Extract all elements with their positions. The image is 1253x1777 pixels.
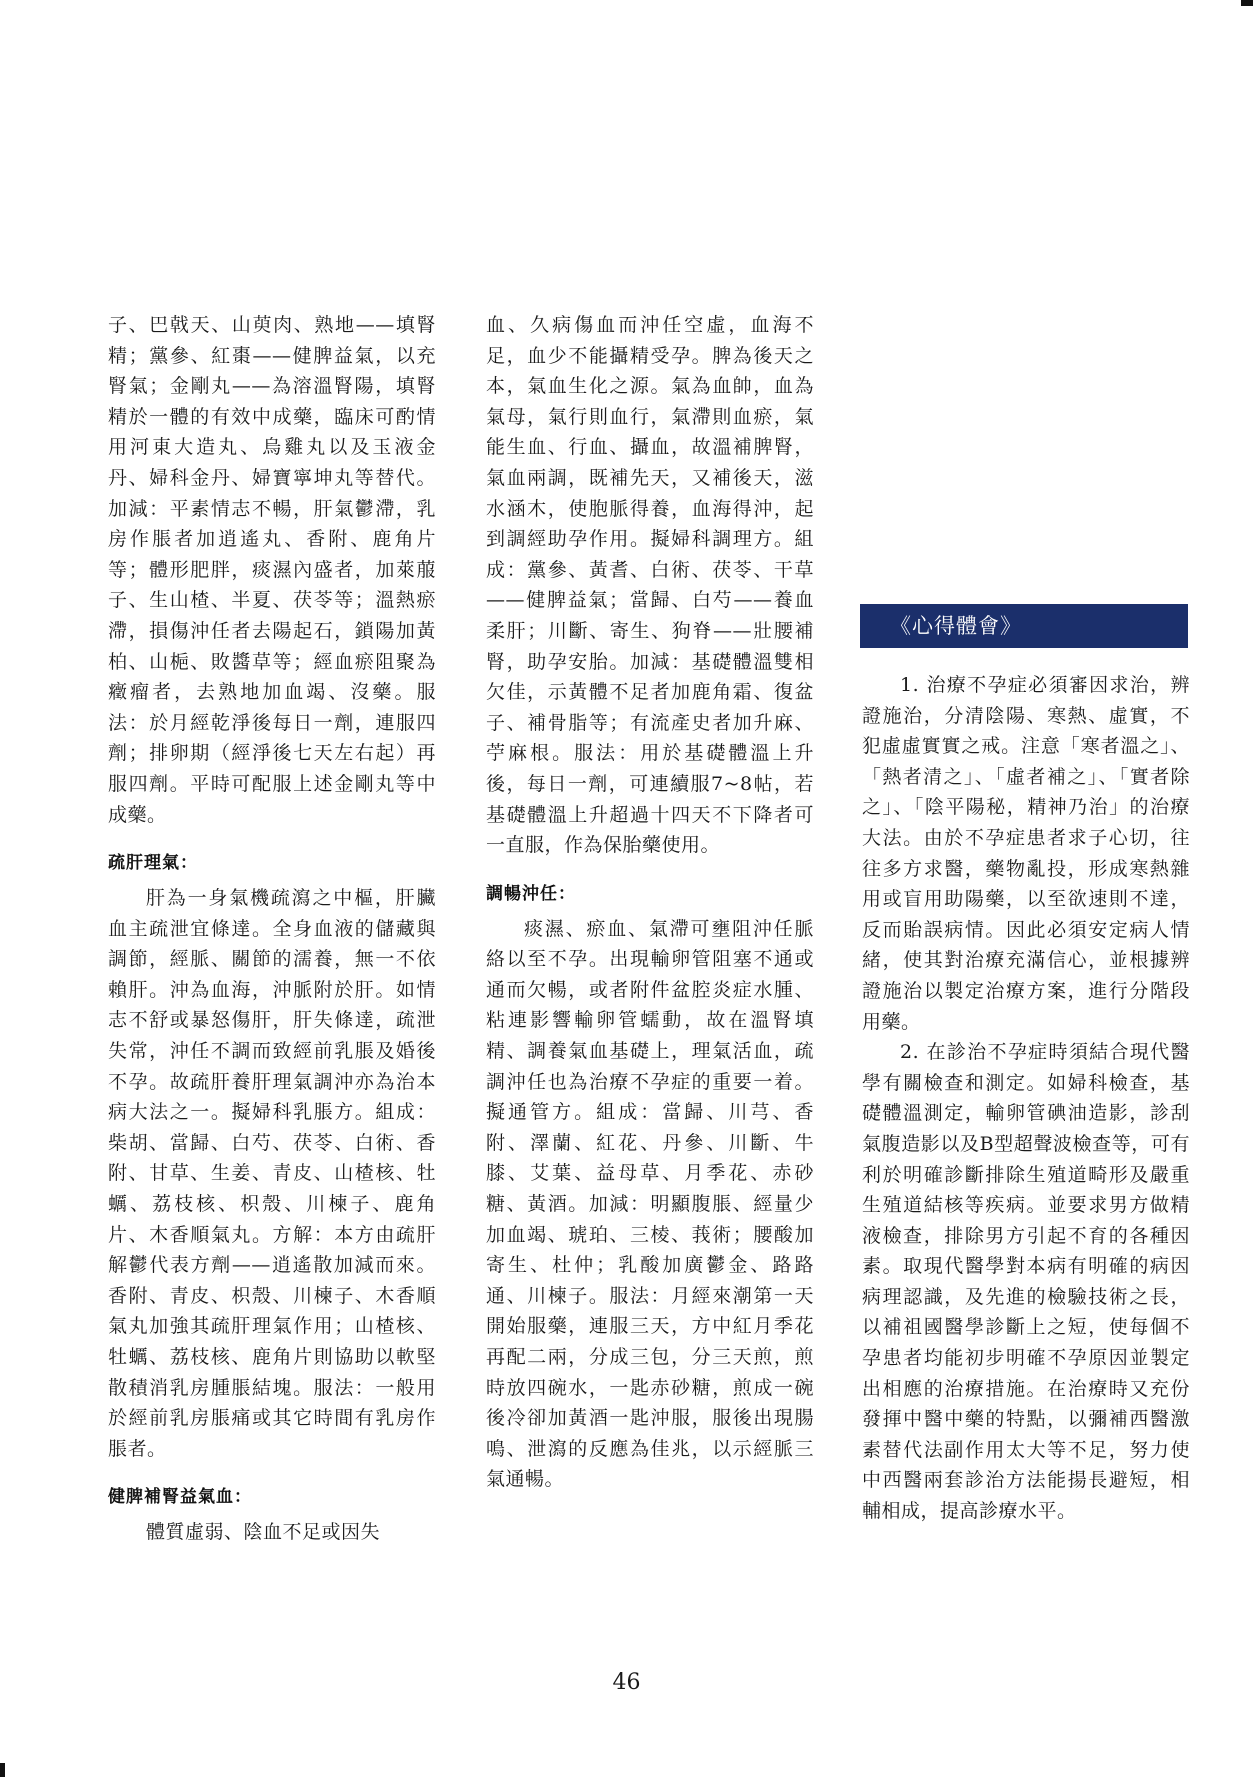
- bottom-left-crop-mark: [0, 1763, 5, 1777]
- column-3: [862, 670, 1190, 1527]
- column-1: [108, 310, 436, 1548]
- column1-paragraph-1: 子、巴戟天、山萸肉、熟地——填腎精；黨參、紅棗——健脾益氣，以充腎氣；金剛丸——為溶溫腎陽，填腎精於一體的有效中成藥，臨床可酌情用河東大造丸、烏雞丸以及玉液金丹、婦科金丹、婦寶寧坤丸等替代。加減：平素情志不暢，肝氣鬱滯，乳房作脹者加逍遙丸、香附、鹿角片等；體形肥胖，痰濕內盛者，加萊菔子、生山楂、半夏、茯苓等；溫熱瘀滯，損傷沖任者去陽起石，鎖陽加黃柏、山梔、敗醬草等；經血瘀阻聚為癥瘤者，去熟地加血竭、沒藥。服法：於月經乾淨後每日一劑，連服四劑；排卵期（經淨後七天左右起）再服四劑。平時可配服上述金剛丸等中成藥。: [108, 314, 436, 826]
- column1-paragraph-3: 體質虛弱、陰血不足或因失: [146, 1521, 381, 1544]
- column2-paragraph-1: 血、久病傷血而沖任空虛，血海不足，血少不能攝精受孕。脾為後天之本，氣血生化之源。氣為血帥，血為氣母，氣行則血行，氣滯則血瘀，氣能生血、行血、攝血，故溫補脾腎，氣血兩調，既補先天，又補後天，滋水涵木，使胞脈得養，血海得沖，起到調經助孕作用。擬婦科調理方。組成：黨參、黃耆、白術、茯苓、干草——健脾益氣；當歸、白芍——養血柔肝；川斷、寄生、狗脊——壯腰補腎，助孕安胎。加減：基礎體溫雙相欠佳，示黃體不足者加鹿角霜、復盆子、補骨脂等；有流產史者加升麻、苧麻根。服法：用於基礎體溫上升後，每日一劑，可連續服7~8帖，若基礎體溫上升超過十四天不下降者可一直服，作為保胎藥使用。: [486, 314, 814, 857]
- column3-paragraph-1: 1. 治療不孕症必須審因求治，辨證施治，分清陰陽、寒熱、虛實，不犯虛虛實實之戒。注意「寒者溫之」、「熱者清之」、「虛者補之」、「實者除之」、「陰平陽秘，精神乃治」的治療大法。由於不孕症患者求子心切，往往多方求醫，藥物亂投，形成寒熱雜用或盲用助陽藥，以至欲速則不達，反而貽誤病情。因此必須安定病人情緒，使其對治療充滿信心，並根據辨證施治以製定治療方案，進行分階段用藥。: [862, 674, 1190, 1033]
- heading-jianpi-bushen: 健脾補腎益氣血：: [108, 1487, 252, 1508]
- column2-paragraph-2: 痰濕、瘀血、氣滯可壅阻沖任脈絡以至不孕。出現輸卵管阻塞不通或通而欠暢，或者附件盆腔炎症水腫、粘連影響輸卵管蠕動，故在溫腎填精、調養氣血基礎上，理氣活血，疏調沖任也為治療不孕症的重要一着。擬通管方。組成：當歸、川芎、香附、澤蘭、紅花、丹參、川斷、牛膝、艾葉、益母草、月季花、赤砂糖、黃酒。加減：明顯腹脹、經量少加血竭、琥珀、三棱、莪術；腰酸加寄生、杜仲；乳酸加廣鬱金、路路通、川楝子。服法：月經來潮第一天開始服藥，連服三天，方中紅月季花再配二兩，分成三包，分三天煎，煎時放四碗水，一匙赤砂糖，煎成一碗後冷卻加黃酒一匙沖服，服後出現腸鳴、泄瀉的反應為佳兆，以示經脈三氣通暢。: [486, 917, 814, 1491]
- top-right-crop-mark: [1241, 0, 1253, 6]
- heading-tiaochang-chongren: 調暢沖任：: [486, 883, 576, 904]
- column3-paragraph-2: 2. 在診治不孕症時須結合現代醫學有關檢查和測定。如婦科檢查，基礎體溫測定，輸卵管碘油造影，診刮氣腹造影以及B型超聲波檢查等，可有利於明確診斷排除生殖道畸形及嚴重生殖道結核等疾病。並要求男方做精液檢查，排除男方引起不育的各種因素。取現代醫學對本病有明確的病因病理認識，及先進的檢驗技術之長，以補祖國醫學診斷上之短，使每個不孕患者均能初步明確不孕原因並製定出相應的治療措施。在治療時又充份發揮中醫中藥的特點，以彌補西醫激素替代法副作用太大等不足，努力使中西醫兩套診治方法能揚長避短，相輔相成，提高診療水平。: [862, 1041, 1190, 1523]
- column-2: [486, 310, 814, 1495]
- heading-shugan-liqi: 疏肝理氣：: [108, 853, 198, 874]
- column1-paragraph-2: 肝為一身氣機疏瀉之中樞，肝臟血主疏泄宜條達。全身血液的儲藏與調節，經脈、關節的濡養，無一不依賴肝。沖為血海，沖脈附於肝。如情志不舒或暴怒傷肝，肝失條達，疏泄失常，沖任不調而致經前乳脹及婚後不孕。故疏肝養肝理氣調沖亦為治本病大法之一。擬婦科乳脹方。組成：柴胡、當歸、白芍、茯苓、白術、香附、甘草、生姜、青皮、山楂核、牡蠣、荔枝核、枳殼、川楝子、鹿角片、木香順氣丸。方解：本方由疏肝解鬱代表方劑——逍遙散加減而來。香附、青皮、枳殼、川楝子、木香順氣丸加強其疏肝理氣作用；山楂核、牡蠣、荔枝核、鹿角片則協助以軟堅散積消乳房腫脹結塊。服法：一般用於經前乳房脹痛或其它時間有乳房作脹者。: [108, 887, 436, 1460]
- page-number: 46: [612, 1670, 641, 1695]
- section-banner-xinde-tihui: 《心得體會》: [860, 604, 1188, 648]
